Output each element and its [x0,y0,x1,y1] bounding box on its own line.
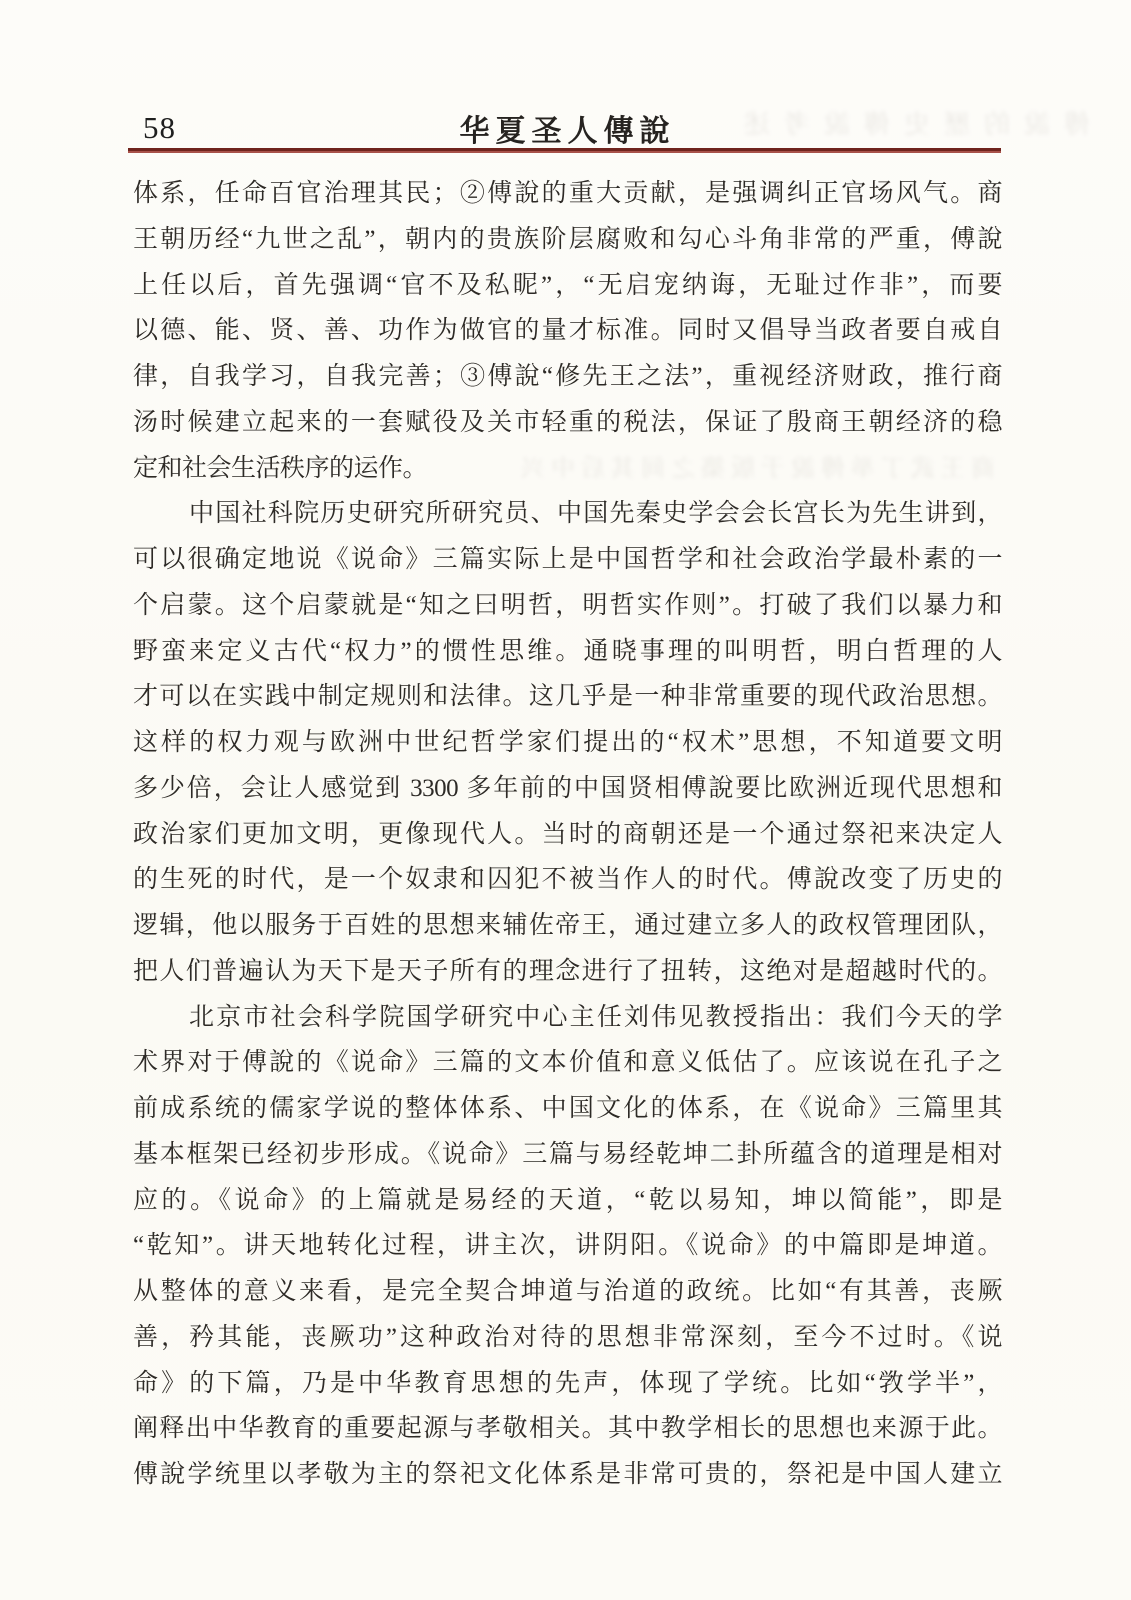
text-line: 善，矜其能，丧厥功”这种政治对待的思想非常深刻，至今不过时。《说 [133,1323,1002,1351]
text-line: 以德、能、贤、善、功作为做官的量才标准。同时又倡导当政者要自戒自 [133,317,1002,345]
text-line: 把人们普遍认为天下是天子所有的理念进行了扭转，这绝对是超越时代的。 [133,957,1002,985]
running-title: 华夏圣人傳說 [459,115,676,148]
text-line: 多少倍，会让人感觉到 3300 多年前的中国贤相傅說要比欧洲近现代思想和 [133,774,1002,802]
body-text [133,171,1002,1498]
text-line: 基本框架已经初步形成。《说命》三篇与易经乾坤二卦所蕴含的道理是相对 [133,1140,1002,1168]
text-line: 体系，任命百官治理其民；②傅說的重大贡献，是强调纠正官场风气。商 [133,180,1002,207]
text-line: 才可以在实践中制定规则和法律。这几乎是一种非常重要的现代政治思想。 [133,683,1002,711]
text-line: 个启蒙。这个启蒙就是“知之曰明哲，明哲实作则”。打破了我们以暴力和 [133,591,1002,619]
bleedthrough-ghost-body: 商王武丁举傅說于版築之间其后中兴 [515,456,995,482]
text-line: 中国社科院历史研究所研究员、中国先秦史学会会长宫长为先生讲到， [189,500,1002,528]
text-line: 汤时候建立起来的一套赋役及关市轻重的税法，保证了殷商王朝经济的稳 [133,408,1002,436]
text-line: 律，自我学习，自我完善；③傅說“修先王之法”，重视经济财政，推行商 [133,363,1002,390]
text-line: 的生死的时代，是一个奴隶和囚犯不被当作人的时代。傅說改变了历史的 [133,866,1002,894]
text-line: 前成系统的儒家学说的整体体系、中国文化的体系，在《说命》三篇里其 [133,1095,1002,1122]
text-line: 阐释出中华教育的重要起源与孝敬相关。其中教学相长的思想也来源于此。 [133,1415,1002,1443]
page-number: 58 [143,110,176,145]
text-line: 北京市社会科学院国学研究中心主任刘伟见教授指出：我们今天的学 [189,1003,1002,1031]
text-line: 王朝历经“九世之乱”，朝内的贵族阶层腐败和勾心斗角非常的严重，傅說 [133,225,1002,253]
text-line: 术界对于傅說的《说命》三篇的文本价值和意义低估了。应该说在孔子之 [133,1049,1002,1077]
text-line: 上任以后，首先强调“官不及私昵”，“无启宠纳诲，无耻过作非”，而要 [133,271,1002,299]
text-line: 命》的下篇，乃是中华教育思想的先声，体现了学统。比如“敩学半”， [133,1369,1002,1397]
text-line: 野蛮来定义古代“权力”的惯性思维。通晓事理的叫明哲，明白哲理的人 [133,637,1002,665]
text-line: “乾知”。讲天地转化过程，讲主次，讲阴阳。《说命》的中篇即是坤道。 [133,1232,1002,1260]
text-line: 傅說学统里以孝敬为主的祭祀文化体系是非常可贵的，祭祀是中国人建立 [133,1461,1002,1488]
text-line: 逻辑，他以服务于百姓的思想来辅佐帝王，通过建立多人的政权管理团队， [133,912,1002,939]
text-line: 政治家们更加文明，更像现代人。当时的商朝还是一个通过祭祀来决定人 [133,820,1002,848]
text-line: 从整体的意义来看，是完全契合坤道与治道的政统。比如“有其善，丧厥 [133,1278,1002,1305]
text-line: 可以很确定地说《说命》三篇实际上是中国哲学和社会政治学最朴素的一 [133,546,1002,573]
text-line: 定和社会生活秩序的运作。 [133,454,428,482]
header-rule [128,148,1001,153]
bleedthrough-ghost-header: 傅說的歷史傳說考述 [729,110,1090,139]
text-line: 这样的权力观与欧洲中世纪哲学家们提出的“权术”思想，不知道要文明 [133,729,1002,756]
text-line: 应的。《说命》的上篇就是易经的天道，“乾以易知，坤以简能”，即是 [133,1186,1002,1214]
